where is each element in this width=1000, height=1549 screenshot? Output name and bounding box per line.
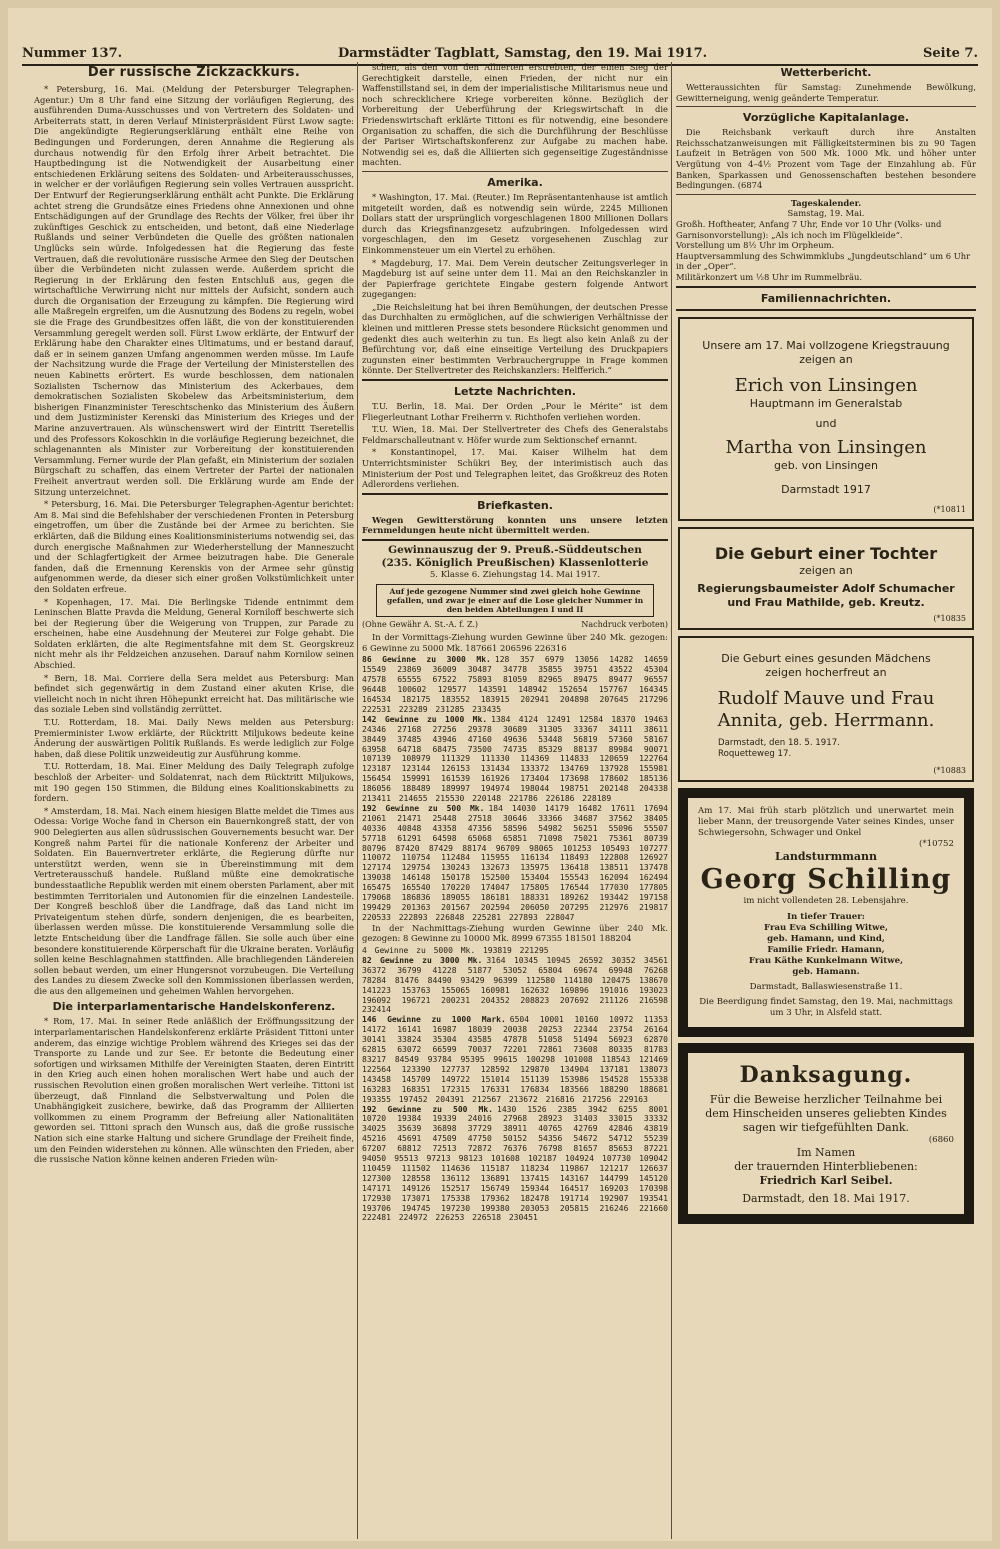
lottery-numbers	[362, 804, 668, 923]
ad-line: In tiefer Trauer:	[787, 911, 865, 922]
lottery-number-list: 6504 10001 10160 10972 11353 14172 16141 16987 18039 20038 20253 22344 23754 26164 30141 33824 35304 43585 47878 51058 51494 56923 62870 62815 63072 66599 70037 72201 72861 73608 80335 81783 83217 84549 93784 95395 99615 100298 101008 118543 121469 122564 123390 127737 128592 129870 134904 137181 138073 143458 145709 149722 151014 151139 153986 154528 155338 163283 168351 172315 176331 176834 183566 188290 188681 193355 197452 204391 212567 213672 216816 217256 229163	[362, 1015, 668, 1104]
ad-line: im nicht vollendeten 28. Lebensjahre.	[743, 895, 909, 906]
section-heading-amerika: Amerika.	[487, 175, 543, 189]
ad-line: Regierungsbaumeister Adolf Schumacher	[697, 581, 955, 595]
ad-line: Die Beerdigung findet Samstag, den 19. Mai, nachmittags um 3 Uhr, in Alsfeld statt.	[699, 996, 953, 1018]
lottery-title: (235. Königlich Preußischen) Klassenlotterie	[381, 556, 649, 569]
calendar-item: Großh. Hoftheater, Anfang 7 Uhr, Ende vor 10 Uhr (Volks- und Garnisonvorstellung): „Als ich noch im Flügelkleide“.	[676, 218, 942, 240]
article-paragraph: Wegen Gewitterstörung konnten uns unsere letzten Fernmeldungen heute nicht übermittelt werden.	[362, 514, 668, 536]
lottery-numbers	[362, 956, 668, 1015]
lottery-number-list: 1384 4124 12491 12584 18370 19463 24346 27168 27256 29378 30689 31305 33367 34111 38611 38449 37485 43946 47160 49636 53448 56819 57360 58167 63958 64718 68475 73500 74735 85329 88137 89984 90071 107139 108979 111329 111330 114369 114833 120659 122764 123187 123144 126153 131434 133372 134769 137928 155981 156454 159991 161539 161926 173404 173698 178602 185136 186056 188489 189997 194974 198044 198751 202148 204338 213411 214655 215530 220148 221786 226186 228189	[362, 714, 668, 804]
article-paragraph: * Petersburg, 16. Mai. (Meldung der Petersburger Telegraphen-Agentur.) Um 8 Uhr fand eine Sitzung der vorläufigen Regierung, des ausführenden Duma-Ausschusses und von Vertretern des Soldaten- und Arbeiterrats statt, in deren Verlauf Ministerpräsident Fürst Lwow sagte: Die angekündigte Regierungserklärung enthält eine Reihe von Bedingungen und Forderungen, deren Annahme die Regierung als durchaus notwendig für den Erfolg ihrer Arbeit betrachtet. Die Hauptbedingung ist die Notwendigkeit der Ausarbeitung einer entschiedenen Erklärung seitens des Soldaten- und Arbeiterausschusses, in welcher er der vorläufigen Regierung sein volles Vertrauen ausspricht. Der Entwurf der Regierungserklärung enthält acht Punkte. Die Erklärung achtet streng die Grundsätze eines Friedens ohne Annexionen und ohne Entschädigungen auf der Grundlage des Rechts der Völker, frei über ihr zukünftiges Geschick zu entscheiden, und betont, daß eine Niederlage Rußlands und seiner Verbündeten die Quelle des größten nationalen Unglücks sein würde. Infolgedessen hat die Regierung das feste Vertrauen, daß die revolutionäre russische Armee den Sieg der Deutschen über die Verbündeten nicht zulassen werde. Außerdem spricht die Regierung in der Erklärung den festen Entschluß aus, gegen die wirtschaftliche Verwirrung nicht nur mittels der Aufsicht, sondern auch durch die Organisation der Erzeugung zu kämpfen. Die Regierung wird alle Maßregeln ergreifen, um die Ausnutzung des Bodens zu regeln, wobei sie die Frage des Grundbesitzes offen läßt, die von der konstituierenden Versammlung geregelt werden soll. Fürst Lwow erklärte, der Entwurf der Erklärung habe den Charakter eines Ultimatums, und er bestand darauf, daß er in seinem ganzen Umfang angenommen werden müsse. Im Laufe der Nachsitzung wurde die Frage der Verteilung der Ministerstellen des neuen Kabinetts erörtert. Es wurde beschlossen, dem nationalen Sozialisten Tschernow das Ministerium des Ackerbaues, dem demokratischen Sozialisten Skobelew das Arbeitsministerium, dem bisherigen Finanzminister Tereschtschenko das Ministerium des Äußern und dem Justizminister Kerenski das Ministerium des Krieges und der Marine anzuvertrauen. Als wünschenswert wird der Eintritt Tseretellis und des Professors Kokoschkin in die vorläufige Regierung bezeichnet, die schlagenannten als Minister zur Vorbereitung der konstituierenden Versammlung. Ferner wurde der Plan gefaßt, ein Ministerium der sozialen Bürgschaft zu schaffen, das einem Vertreter der Partei der nationalen Freiheit anvertraut werden soll. Die Erklärung wurde am Ende der Sitzung unterzeichnet.	[34, 84, 354, 497]
lottery-number-list: 184 14030 14179 16482 17611 17694 21061 21471 25448 27518 30646 33366 34687 37562 38405 40336 40848 43358 47356 58596 54982 56251 55096 55507 57718 61291 64598 65068 65851 71098 75021 75361 80739 80796 87420 87429 88174 96709 98065 101253 105493 107277 110072 110754 112484 115955 116134 118493 122808 126927 127174 129754 130243 132673 135975 136418 138511 137478 139038 146148 150178 152500 153404 155543 162094 162494 165475 165540 170220 174047 175805 176544 177030 177805 179068 186836 189055 186181 188331 189262 193442 197158 199429 201363 201567 202594 206050 207295 212976 219817 220533 222893 226848 225281 227893 228047	[362, 803, 668, 922]
article-paragraph: T.U. Berlin, 18. Mai. Der Orden „Pour le Mérite“ ist dem Fliegerleutnant Lothar Freiherrn v. Richthofen verliehen worden.	[362, 401, 668, 422]
ad-place: Darmstadt 1917	[781, 482, 871, 496]
page-number-label: Nummer 137.	[22, 45, 123, 61]
thanks-notice	[678, 1043, 974, 1224]
lottery-numbers	[362, 1015, 668, 1104]
ad-line: Familie Friedr. Hamann,	[767, 944, 885, 955]
calendar-item: Hauptversammlung des Schwimmklubs „Jungdeutschland“ um 6 Uhr in der „Oper“.	[676, 250, 971, 272]
ad-name: Martha von Linsingen	[725, 436, 927, 458]
ad-line: Die Geburt eines gesunden Mädchens	[721, 651, 931, 665]
lottery-title: Gewinnauszug der 9. Preuß.-Süddeutschen	[388, 543, 642, 556]
article-paragraph: * Kopenhagen, 17. Mai. Die Berlingske Tidende entnimmt dem Leninschen Blatte Pravda die Meldung, General Korniloff beschwerte sich bei der Regierung über die Weigerung von Truppen, zur Parade zu erscheinen, habe eine Ausdehnung der Meuterei zur Folge gehabt. Die Soldaten erklärten, die alte Regimentsfahne mit dem St. Georgskreuz nicht mehr als ihr Feldzeichen anzusehen. Darauf nahm Kornilow seinen Abschied.	[34, 596, 354, 671]
ad-line: und Frau Mathilde, geb. Kreutz.	[727, 595, 925, 609]
newspaper-title: Darmstädter Tagblatt, Samstag, den 19. Mai 1917.	[338, 45, 708, 61]
ad-line: Am 17. Mai früh starb plötzlich und unerwartet mein lieber Mann, der treusorgende Vater seines Kindes, unser Schwiegersohn, Schwager und Onkel	[698, 805, 954, 838]
article-paragraph: * Amsterdam, 18. Mai. Nach einem hiesigen Blatte meldet die Times aus Odessa: Vorige Woche fand in Cherson ein Bauernkongreß statt, der von 900 Delegierten aus allen südrussischen Gouvernements besucht war. Der Kongreß nahm Partei für die nationale Konferenz der Arbeiter und Soldaten. Ein Bauernvertreter erklärte, die Regierung dürfte nur unterstützt werden, wenn sie in Übereinstimmung mit dem Vertreterausschuß handele. Rußland müßte eine demokratische bundesstaatliche Republik werden mit einem obersten Parlament, aber mit bestimmten Territorialen und Autonomien für die einzelnen Landesteile. Der Kongreß beschloß über die Landfrage, daß das Land nicht im Privateigentum stehen dürfe, sondern denjenigen, die es bearbeiten, überlassen werden müsse. Die konstituierende Versammlung solle die letzte Entscheidung über die Landfrage fällen. Sie solle auch über eine besondere konstituierende Körperschaft für die Ukraine beraten. Vorläufig sollen keine Beschlagnahmen stattfinden. Alle brachliegenden Ländereien sollen bebaut werden, um einer Hungersnot vorzubeugen. Die Verteilung des Landes zu diesem Zwecke soll den Kommissionen überlassen werden, die aus den allgemeinen und geheimen Wahlen hervorgehen.	[34, 805, 354, 996]
lottery-intro: In der Vormittags-Ziehung wurden Gewinne über 240 Mk. gezogen: 6 Gewinne zu 5000 Mk. 187661 206596 226316	[362, 632, 668, 653]
lottery-prize-heading: 82 Gewinne zu 3000 Mk.	[362, 955, 483, 965]
ad-line: Hauptmann im Generalstab	[749, 396, 903, 410]
lottery-subtitle: 5. Klasse 6. Ziehungstag 14. Mai 1917.	[429, 569, 601, 580]
ad-line: Landsturmmann	[774, 849, 878, 863]
column-divider	[357, 62, 358, 1539]
lottery-number-list: 1430 1526 2385 3942 6255 8001 10720 19384 19339 24016 27968 28923 31403 33015 33332 34025 35639 36898 37729 38911 40765 42769 42846 43819 45216 45691 47509 47750 50152 54356 54672 54712 55239 67207 68812 72513 72872 76376 76798 81657 85653 87221 94050 95513 97213 98123 101608 102187 104924 107730 109042 110459 111502 114636 115187 118234 119867 121217 126637 127300 128558 136112 136891 137415 143167 144799 145120 147171 149126 152517 156749 159344 164517 169203 170398 172930 173071 175338 179362 182478 191714 192907 193541 193706 194745 197230 199380 203053 205815 216246 221660 222481 224972 226253 226518 230451	[362, 1104, 668, 1223]
ad-heading: Danksagung.	[739, 1061, 913, 1088]
lottery-number-list: 3164 10345 10945 26592 30352 34561 36372 36799 41228 51877 53052 65804 69674 69948 76268 78284 81476 84490 93429 96399 112580 114180 120475 138670 141223 153763 155065 160981 162632 169896 191016 193023 196092 196721 200231 204352 208823 207692 211126 216598 232414	[362, 955, 668, 1015]
article-paragraph: T.U. Rotterdam, 18. Mai. Einer Meldung des Daily Telegraph zufolge beschloß der Arbeiter- und Soldatenrat, nach dem Rücktritt Miljukows, mit 190 gegen 150 Stimmen, die Bildung eines Koalitionskabinetts zu fordern.	[34, 761, 354, 804]
ad-code: (6860	[928, 1134, 954, 1145]
article-paragraph: * Washington, 17. Mai. (Reuter.) Im Repräsentantenhause ist amtlich mitgeteilt worden, daß es notwendig sein würde, 2245 Millionen Dollars statt der ursprünglich vorgeschlagenen 1800 Millionen Dollars durch das Kriegsfinanzgesetz aufzubringen. Infolgedessen wird vorgeschlagen, den im Gesetz vorgesehenen Zuschlag zur Einkommensteuer um ein Viertel zu erhöhen.	[362, 191, 668, 255]
ad-name: Friedrich Karl Seibel.	[759, 1173, 893, 1187]
notice-body: Die Reichsbank verkauft durch ihre Anstalten Reichsschatzanweisungen mit Fälligkeitsterminen bis zu 90 Tagen Laufzeit in Beträgen von 500 Mk. 1000 Mk. und höher unter Vergütung von 4–4½ Prozent vom Tage der Einzahlung ab. Für Banken, Sparkassen und Genossenschaften bestehen besondere Bedingungen.	[676, 127, 976, 191]
article-paragraph: * Petersburg, 16. Mai. Die Petersburger Telegraphen-Agentur berichtet: Am 8. Mai sind die Befehlshaber der verschiedenen Fronten in Petersburg eingetroffen, um über die Zustände bei der Armee zu berichten. Sie erklärten, daß die Bildung eines Koalitionsministeriums notwendig sei, das durch energische Maßnahmen zur Wiederherstellung der Manneszucht und der Schlagfertigkeit der Armee beizutragen habe. Die Generale fanden, daß die Ernennung Kerenskis von der Armee sehr günstig aufgenommen werde, da dieser sich einer großen Volkstümlichkeit unter den Soldaten erfreue.	[34, 499, 354, 594]
ad-code: (*10883	[933, 765, 966, 775]
lottery-numbers	[362, 1105, 668, 1224]
column-divider	[671, 62, 672, 1539]
lottery-disclaimer: (Ohne Gewähr A. St.-A. f. Z.)	[362, 619, 479, 629]
ad-line: der trauernden Hinterbliebenen:	[734, 1159, 918, 1173]
ad-place: Darmstadt, den 18. 5. 1917.	[718, 737, 840, 748]
article-paragraph: * Bern, 18. Mai. Corriere della Sera meldet aus Petersburg: Man befindet sich gegenwärtig in dem Zustand einer akuten Krise, die vielleicht noch in nicht ihren Höhepunkt erreicht hat. Das militärische wie das soziale Leben sind vollständig zerrüttet.	[34, 672, 354, 715]
section-heading-wetter: Wetterbericht.	[780, 66, 872, 79]
article-paragraph: schen, als den von den Alliierten erstrebten, der einen Sieg der Gerechtigkeit darstelle, einen Frieden, der nicht nur ein Waffenstillstand sei, in dem der imperialistische Militarismus neue und noch schrecklichere Kriege vorbereiten könne. Bezüglich der Vorbereitung der Ueberführung der Kriegswirtschaft in die Friedenswirtschaft erklärte Tittoni es für notwendig, eine besondere Organisation zu schaffen, die sich die Durchführung der Beschlüsse der Pariser Wirtschaftskonferenz zur Aufgabe zu machen habe. Notwendig sei es, daß die Alliierten sich gegenseitige Zugeständnisse machten.	[362, 62, 668, 168]
wedding-announcement	[678, 317, 974, 521]
calendar-heading: Tageskalender.	[790, 197, 862, 208]
article-subheading: Die interparlamentarische Handelskonferenz.	[52, 1000, 336, 1014]
divider	[676, 106, 976, 107]
section-heading-kapital: Vorzügliche Kapitalanlage.	[742, 111, 910, 125]
page-index: Seite 7.	[923, 45, 978, 61]
ad-name: Rudolf Mauve und Frau	[717, 687, 935, 709]
obituary	[678, 788, 974, 1037]
birth-announcement	[678, 636, 974, 782]
lottery-copyright: Nachdruck verboten)	[581, 619, 668, 629]
ad-line: Für die Beweise herzlicher Teilnahme bei dem Hinscheiden unseres geliebten Kindes sagen wir tiefgefühlten Dank.	[705, 1092, 947, 1134]
ad-line: und	[815, 416, 837, 430]
article-paragraph: T.U. Rotterdam, 18. Mai. Daily News melden aus Petersburg: Premierminister Lwow erklärte, der Rücktritt Miljukows bedeute keine Änderung der auswärtigen Politik Rußlands. Es werde lediglich zur Folge haben, daß diese Politik unzweideutig zur Ausführung komme.	[34, 717, 354, 759]
lottery-numbers: 4 Gewinne zu 5000 Mk. 193819 221295	[362, 946, 549, 955]
ad-line: Frau Eva Schilling Witwe,	[764, 922, 888, 933]
weather-text: Wetteraussichten für Samstag: Zunehmende Bewölkung, Gewitterneigung, wenig geänderte Temperatur.	[676, 82, 976, 103]
section-heading-letzte: Letzte Nachrichten.	[454, 385, 576, 399]
column-middle	[362, 62, 668, 1543]
divider	[362, 539, 668, 541]
article-paragraph: T.U. Wien, 18. Mai. Der Stellvertreter des Chefs des Generalstabs Feldmarschalleutnant v. Höfer wurde zum Sektionschef ernannt.	[362, 424, 668, 445]
ad-line: zeigen an	[799, 563, 853, 577]
divider	[676, 194, 976, 195]
divider	[676, 309, 976, 311]
ad-place: Darmstadt, den 18. Mai 1917.	[742, 1191, 910, 1205]
calendar-list	[676, 219, 976, 283]
lottery-prize-heading: 146 Gewinne zu 1000 Mark.	[362, 1015, 506, 1025]
ad-line: geb. von Linsingen	[773, 458, 879, 472]
divider	[362, 493, 668, 495]
article-paragraph: * Rom, 17. Mai. In seiner Rede anläßlich der Eröffnungssitzung der interparlamentarischen Handelskonferenz erklärte Präsident Tittoni unter anderem, das einzige wichtige Problem während des Krieges sei das der Transporte zu Lande und zur See. Er betonte die Bedeutung einer sofortigen und wirksamen Mithilfe der Vereinigten Staaten, deren Eintritt in den Krieg auch einen hohen moralischen Wert habe und auch der russischen Revolution einen großen moralischen Wert verleihe. Tittoni ist überzeugt, daß Finnland die Selbstverwaltung und Polen die Unabhängigkeit zusichere, bewirke, daß das Programm der Alliierten vollkommen zu einem Programm der Befreiung aller Nationalitäten geworden sei. Tittoni sprach den Wunsch aus, daß die große russische Nation sich eine starke Haltung und sichere Grundlage der Freiheit finde, um den Feinden widerstehen zu können. Alle wünschten den Frieden, aber die russische Nation könne keinen anderen Frieden wün-	[34, 1016, 354, 1165]
ad-name: Georg Schilling	[700, 863, 952, 895]
ad-line: Frau Käthe Kunkelmann Witwe,	[748, 955, 904, 966]
ad-line: geb. Hamann, und Kind,	[767, 933, 885, 944]
lottery-number-list: 128 357 6979 13056 14282 14659 15549 23869 36009 30487 34778 35855 39751 43522 45304 47578 65555 67522 75893 81059 82965 89475 89477 96557 96448 100602 129577 143591 148942 152654 157767 164345 164534 182175 183552 183915 202941 204898 207645 217296 222531 223289 231285 233435	[362, 655, 668, 714]
calendar-item: Militärkonzert um ½8 Uhr im Rummelbräu.	[676, 271, 863, 282]
divider	[362, 379, 668, 381]
ad-code: (*10835	[933, 613, 966, 623]
ad-address: Roquetteweg 17.	[718, 748, 792, 759]
ad-code: (*10811	[933, 504, 966, 514]
lottery-prize-heading: 142 Gewinne zu 1000 Mk.	[362, 714, 488, 724]
lottery-numbers	[362, 715, 668, 804]
ad-line: Im Namen	[796, 1145, 856, 1159]
birth-announcement	[678, 527, 974, 630]
lottery-prize-heading: 86 Gewinne zu 3000 Mk.	[362, 655, 491, 665]
ad-line: geb. Hamann.	[792, 966, 860, 977]
ad-address: Darmstadt, Ballaswiesenstraße 11.	[749, 981, 903, 992]
ad-name: Erich von Linsingen	[734, 374, 918, 396]
ad-heading: Die Geburt einer Tochter	[714, 543, 938, 563]
calendar-item: Vorstellung um 8½ Uhr im Orpheum.	[676, 240, 835, 251]
article-paragraph: * Magdeburg, 17. Mai. Dem Verein deutscher Zeitungsverleger in Magdeburg ist auf seine unter dem 11. Mai an den Reichskanzler in der Papierfrage gerichtete Eingabe gestern folgende Antwort zugegangen:	[362, 257, 668, 300]
lottery-note: Auf jede gezogene Nummer sind zwei gleich hohe Gewinne gefallen, und zwar je einer auf die Lose gleicher Nummer in den beiden Abteilungen I und II	[376, 584, 654, 617]
lottery-numbers	[362, 655, 668, 714]
ad-code: (*10752	[919, 838, 954, 849]
column-left	[34, 62, 354, 1543]
article-paragraph: * Konstantinopel, 17. Mai. Kaiser Wilhelm hat dem Unterrichtsminister Schükri Bey, der interimistisch auch das Ministerium der Post und Telegraphen leitet, das Großkreuz des Roten Adlerordens verliehen.	[362, 447, 668, 490]
section-heading-briefkasten: Briefkasten.	[477, 498, 553, 512]
calendar-date: Samstag, 19. Mai.	[787, 208, 865, 219]
notice-text	[676, 127, 976, 191]
ad-code: (6874	[737, 180, 763, 191]
ad-line: zeigen hocherfreut an	[765, 665, 887, 679]
lottery-prize-heading: 192 Gewinne zu 500 Mk.	[362, 803, 485, 813]
lottery-meta	[362, 620, 668, 631]
article-heading: Der russische Zickzackkurs.	[87, 65, 301, 80]
ad-line: Unsere am 17. Mai vollzogene Kriegstrauung zeigen an	[702, 338, 950, 366]
lottery-intro: In der Nachmittags-Ziehung wurden Gewinne über 240 Mk. gezogen: 8 Gewinne zu 10000 Mk. 8999 67355 181501 188204	[362, 922, 668, 944]
article-quote: „Die Reichsleitung hat bei ihren Bemühungen, der deutschen Presse das Durchhalten zu ermöglichen, auf die schwierigen Verhältnisse der kleinen und mittleren Presse stets besondere Rücksicht genommen und gedenkt dies auch weiterhin zu tun. Es liegt also kein Anlaß zu der Befürchtung vor, daß eine einseitige Verteilung des Druckpapiers zugunsten einer bestimmten Verbrauchergruppe in Frage kommen könnte. Der Stellvertreter des Reichskanzlers: Helfferich.“	[362, 301, 668, 376]
section-heading-familie: Familiennachrichten.	[760, 291, 892, 305]
ad-name: Annita, geb. Herrmann.	[717, 709, 935, 731]
lottery-prize-heading: 192 Gewinne zu 500 Mk.	[362, 1104, 494, 1114]
column-right	[676, 62, 976, 1543]
divider	[676, 286, 976, 288]
divider	[362, 171, 668, 172]
